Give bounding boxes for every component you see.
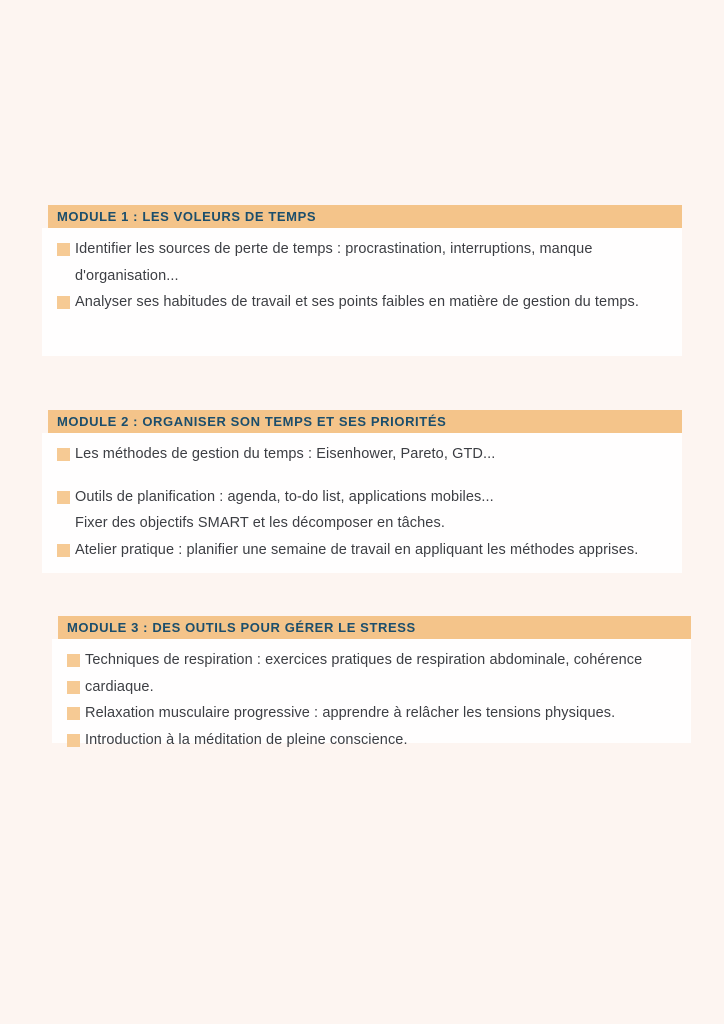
module-item-text: Relaxation musculaire progressive : apprendre à relâcher les tensions physiques. <box>85 705 616 721</box>
module-item-text: Analyser ses habitudes de travail et ses points faibles en matière de gestion du temps. <box>75 294 640 310</box>
module-item-row <box>57 236 670 289</box>
bullet-square-icon <box>57 491 70 504</box>
module-2-card <box>42 410 682 573</box>
module-item-row <box>57 441 670 468</box>
module-item-row <box>57 484 670 511</box>
bullet-square-icon <box>57 243 70 256</box>
module-3-body <box>52 639 691 748</box>
bullet-square-icon <box>67 654 80 667</box>
module-1-title: MODULE 1 : LES VOLEURS DE TEMPS <box>57 209 317 224</box>
module-item-row <box>67 674 679 701</box>
module-item-row <box>67 700 679 727</box>
bullet-square-icon <box>57 544 70 557</box>
module-1-card <box>42 205 682 356</box>
module-2-title: MODULE 2 : ORGANISER SON TEMPS ET SES PRIORITÉS <box>57 414 447 429</box>
module-item-row <box>57 537 670 564</box>
module-item-text: Identifier les sources de perte de temps : procrastination, interruptions, manque d'organisation... <box>75 241 593 284</box>
module-item-row <box>57 510 670 537</box>
module-item-text: Les méthodes de gestion du temps : Eisenhower, Pareto, GTD... <box>75 446 496 462</box>
module-2-header-bar <box>48 410 682 433</box>
bullet-square-icon <box>57 296 70 309</box>
module-item-text: Fixer des objectifs SMART et les décomposer en tâches. <box>75 515 445 531</box>
module-item-text: Outils de planification : agenda, to-do list, applications mobiles... <box>75 488 494 505</box>
module-item-text: Techniques de respiration : exercices pratiques de respiration abdominale, cohérence <box>85 652 643 668</box>
module-3-header-bar <box>58 616 691 639</box>
bullet-square-icon <box>67 707 80 720</box>
module-2-body <box>42 433 682 573</box>
module-item-row <box>57 289 670 316</box>
module-3-card <box>52 616 691 748</box>
bullet-square-icon <box>67 734 80 747</box>
module-1-body <box>42 228 682 356</box>
module-item-row <box>67 647 679 674</box>
bullet-square-icon <box>57 448 70 461</box>
module-3-title: MODULE 3 : DES OUTILS POUR GÉRER LE STRESS <box>67 620 416 635</box>
module-item-text: Introduction à la méditation de pleine conscience. <box>85 731 408 748</box>
module-item-text: cardiaque. <box>85 678 154 695</box>
module-item-text: Atelier pratique : planifier une semaine de travail en appliquant les méthodes apprises. <box>75 541 639 558</box>
module-item-row <box>67 727 679 754</box>
bullet-square-icon <box>67 681 80 694</box>
module-1-header-bar <box>48 205 682 228</box>
